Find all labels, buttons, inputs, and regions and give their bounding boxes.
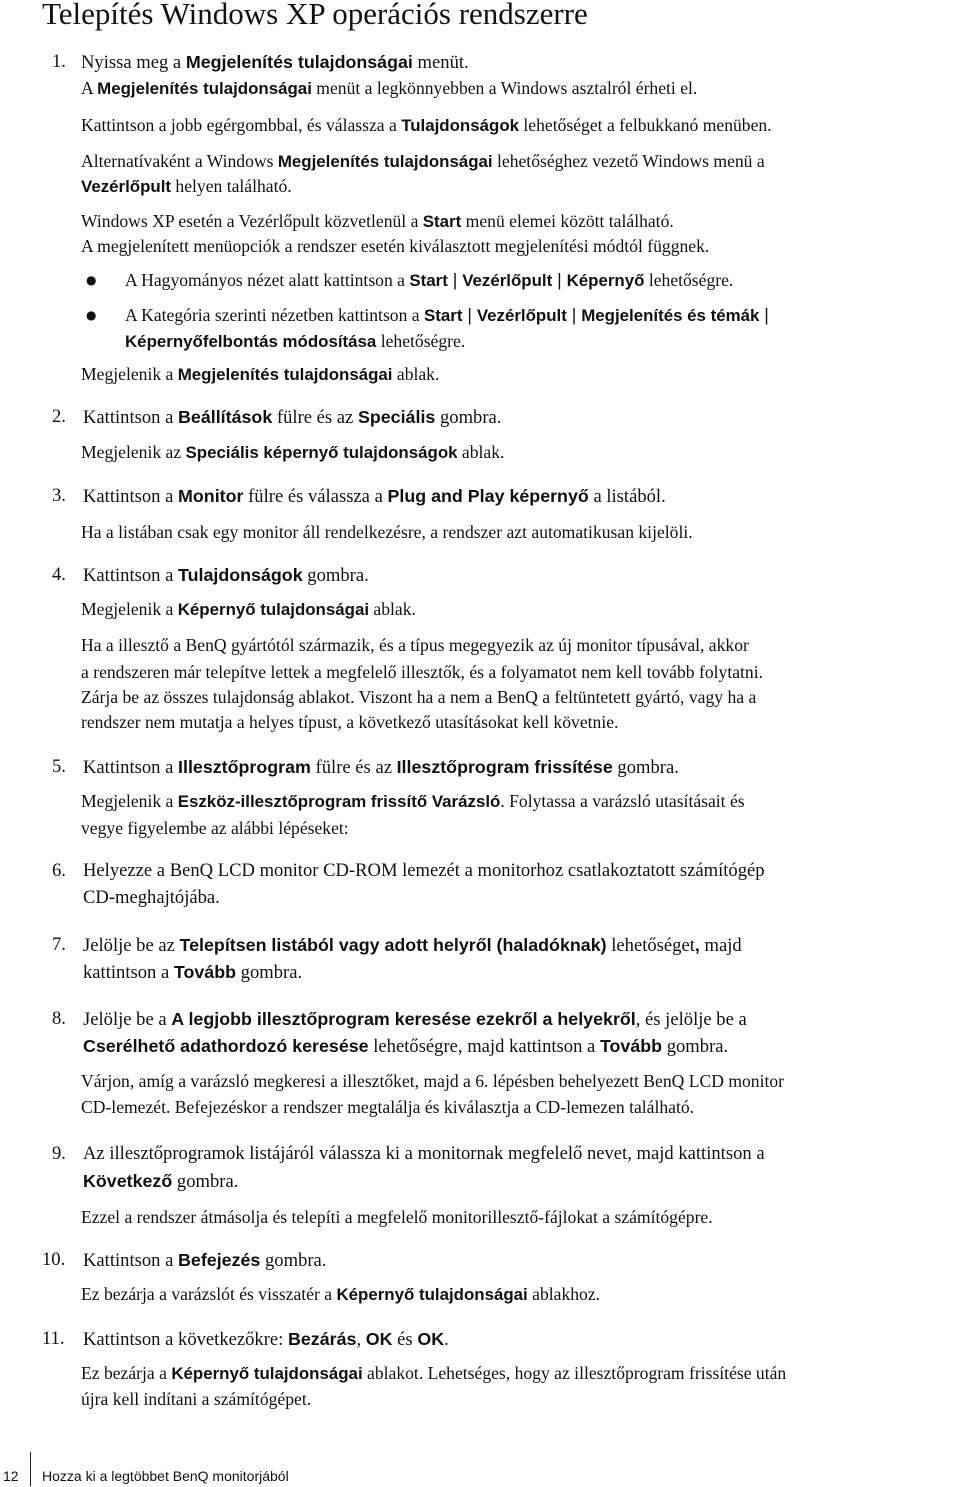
step-8-title: Cserélhető adathordozó keresése lehetőségre, majd kattintson a Tovább gombra. (83, 1036, 729, 1057)
step-4-text: Megjelenik a Képernyő tulajdonságai ablak. (81, 599, 416, 619)
step-7-title: Jelölje be az Telepítsen listából vagy adott helyről (haladóknak) lehetőséget, majd (83, 935, 742, 956)
step-number: 7. (52, 934, 66, 955)
step-4-text: Ha a illesztő a BenQ gyártótól származik, és a típus megegyezik az új monitor típusával, akkor (81, 635, 749, 655)
step-1-text: A megjelenített menüopciók a rendszer esetén kiválasztott megjelenítési módtól függnek. (81, 236, 710, 256)
step-4-title: Kattintson a Tulajdonságok gombra. (83, 565, 369, 586)
step-4-text: a rendszeren már telepítve lettek a megfelelő illesztők, és a folyamatot nem kell tovább folytatni. (81, 662, 763, 682)
step-number: 6. (52, 860, 66, 881)
step-9-title: Következő gombra. (83, 1171, 239, 1192)
step-number: 1. (52, 51, 66, 72)
step-2-title: Kattintson a Beállítások fülre és az Speciális gombra. (83, 407, 502, 428)
step-7-title: kattintson a Tovább gombra. (83, 962, 303, 983)
step-8-text: Várjon, amíg a varázsló megkeresi a illesztőket, majd a 6. lépésben behelyezett BenQ LCD monitor (81, 1071, 785, 1091)
bullet-icon: ● (86, 308, 97, 322)
step-9-text: Ezzel a rendszer átmásolja és telepíti a megfelelő monitorillesztő-fájlokat a számítógépre. (81, 1207, 713, 1227)
step-1-text: A Megjelenítés tulajdonságai menüt a legkönnyebben a Windows asztalról érheti el. (81, 78, 698, 98)
step-number: 2. (52, 406, 66, 427)
step-10-text: Ez bezárja a varázslót és visszatér a Képernyő tulajdonságai ablakhoz. (81, 1284, 601, 1304)
page-title: Telepítés Windows XP operációs rendszerre (42, 0, 588, 31)
step-3-text: Ha a listában csak egy monitor áll rendelkezésre, a rendszer azt automatikusan kijelöli. (81, 522, 693, 542)
step-11-text: Ez bezárja a Képernyő tulajdonságai ablakot. Lehetséges, hogy az illesztőprogram frissítése után (81, 1363, 787, 1383)
step-3-title: Kattintson a Monitor fülre és válassza a Plug and Play képernyő a listából. (83, 486, 666, 507)
step-4-text: Zárja be az összes tulajdonság ablakot. Viszont ha a nem a BenQ a feltüntetett gyártó, vagy ha a (81, 687, 757, 707)
step-6-title: Helyezze a BenQ LCD monitor CD-ROM lemezét a monitorhoz csatlakoztatott számítógép (83, 860, 765, 881)
step-1-text: Vezérlőpult helyen található. (81, 176, 292, 196)
step-1-text: Alternatívaként a Windows Megjelenítés tulajdonságai lehetőséghez vezető Windows menü a (81, 151, 765, 171)
footer-divider (30, 1452, 31, 1486)
step-11-text: újra kell indítani a számítógépet. (81, 1389, 312, 1409)
step-8-text: CD-lemezét. Befejezéskor a rendszer megtalálja és kiválasztja a CD-lemezen található. (81, 1097, 695, 1117)
step-1-text: Kattintson a jobb egérgombbal, és válassza a Tulajdonságok lehetőséget a felbukkanó menüben. (81, 115, 772, 135)
step-number: 4. (52, 564, 66, 585)
footer-title: Hozza ki a legtöbbet BenQ monitorjából (42, 1468, 289, 1484)
step-number: 9. (52, 1143, 66, 1164)
step-5-title: Kattintson a Illesztőprogram fülre és az Illesztőprogram frissítése gombra. (83, 757, 679, 778)
bullet-item: Képernyőfelbontás módosítása lehetőségre. (125, 331, 466, 351)
bullet-item: A Kategória szerinti nézetben kattintson a Start | Vezérlőpult | Megjelenítés és témák | (125, 305, 769, 325)
step-10-title: Kattintson a Befejezés gombra. (83, 1250, 327, 1271)
step-number: 10. (42, 1249, 66, 1270)
step-number: 5. (52, 756, 66, 777)
step-1-text: Megjelenik a Megjelenítés tulajdonságai ablak. (81, 364, 440, 384)
bullet-icon: ● (86, 273, 97, 287)
bullet-item: A Hagyományos nézet alatt kattintson a Start | Vezérlőpult | Képernyő lehetőségre. (125, 270, 734, 290)
step-8-title: Jelölje be a A legjobb illesztőprogram keresése ezekről a helyekről, és jelölje be a (83, 1009, 747, 1030)
step-9-title: Az illesztőprogramok listájáról válassza ki a monitornak megfelelő nevet, majd kattintson a (83, 1143, 765, 1164)
step-4-text: rendszer nem mutatja a helyes típust, a következő utasításokat kell követnie. (81, 712, 619, 732)
step-1-title: Nyissa meg a Megjelenítés tulajdonságai menüt. (81, 52, 469, 73)
step-5-text: Megjelenik a Eszköz-illesztőprogram frissítő Varázsló. Folytassa a varázsló utasításait és (81, 791, 745, 811)
step-6-title: CD-meghajtójába. (83, 887, 220, 908)
page-number: 12 (3, 1468, 19, 1484)
step-11-title: Kattintson a következőkre: Bezárás, OK és OK. (83, 1329, 449, 1350)
step-number: 3. (52, 485, 66, 506)
step-number: 11. (42, 1328, 65, 1349)
step-number: 8. (52, 1008, 66, 1029)
step-2-text: Megjelenik az Speciális képernyő tulajdonságok ablak. (81, 442, 505, 462)
step-5-text: vegye figyelembe az alábbi lépéseket: (81, 818, 349, 838)
step-1-text: Windows XP esetén a Vezérlőpult közvetlenül a Start menü elemei között található. (81, 211, 674, 231)
